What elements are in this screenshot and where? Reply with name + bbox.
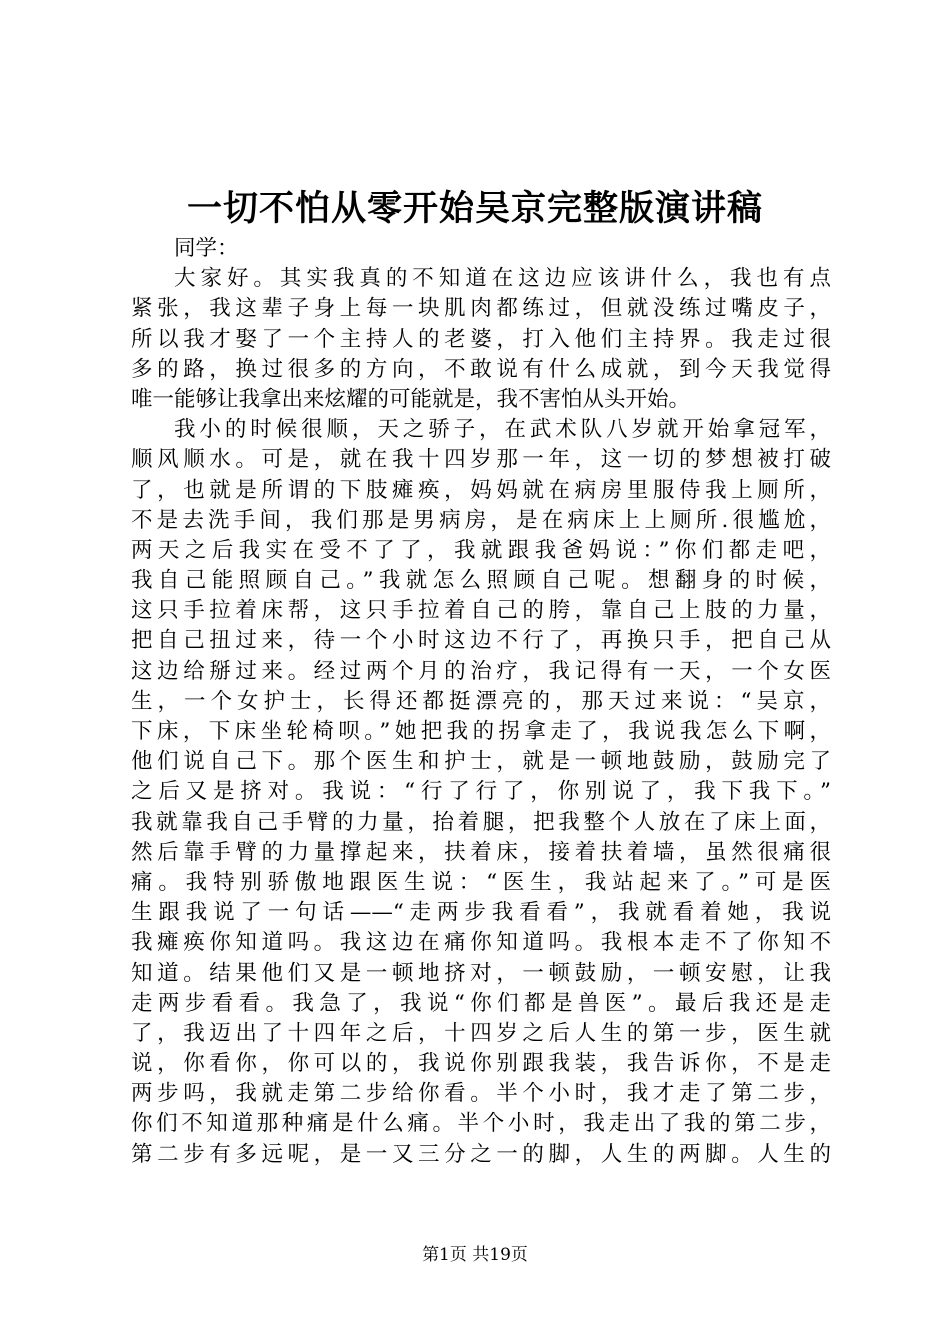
paragraph-line: 两天之后我实在受不了了，我就跟我爸妈说：”你们都走吧， <box>131 537 831 563</box>
paragraph-line: 我就靠我自己手臂的力量，抬着腿，把我整个人放在了床上面， <box>131 809 831 835</box>
paragraph-line: 下床，下床坐轮椅呗。”她把我的拐拿走了，我说我怎么下啊， <box>131 719 831 744</box>
paragraph-line: 他们说自己下。那个医生和护士，就是一顿地鼓励，鼓励完了 <box>131 749 831 775</box>
paragraph-line: 说，你看你，你可以的，我说你别跟我装，我告诉你，不是走 <box>131 1051 831 1077</box>
paragraph-line: 大家好。其实我真的不知道在这边应该讲什么，我也有点 <box>174 266 831 292</box>
paragraph-line: 我小的时候很顺，天之骄子，在武术队八岁就开始拿冠军， <box>174 417 831 443</box>
paragraph-line: 这只手拉着床帮，这只手拉着自己的胯，靠自己上肢的力量， <box>131 598 831 624</box>
paragraph-line: 走两步看看。我急了，我说“你们都是兽医”。最后我还是走 <box>131 990 831 1016</box>
paragraph-line: 你们不知道那种痛是什么痛。半个小时，我走出了我的第二步， <box>131 1111 831 1137</box>
paragraph-line: 痛。我特别骄傲地跟医生说：“医生，我站起来了。”可是医 <box>131 869 831 895</box>
page-number-footer: 第1页 共19页 <box>422 1245 528 1265</box>
paragraph-line: 两步吗，我就走第二步给你看。半个小时，我才走了第二步， <box>131 1081 831 1107</box>
paragraph-line: 不是去洗手间，我们那是男病房，是在病床上上厕所.很尴尬， <box>131 507 831 533</box>
paragraph-line: 我自己能照顾自己。”我就怎么照顾自己呢。想翻身的时候， <box>131 568 831 594</box>
paragraph-line: 第二步有多远呢，是一又三分之一的脚，人生的两脚。人生的 <box>131 1141 831 1167</box>
paragraph-line: 生，一个女护士，长得还都挺漂亮的，那天过来说：“吴京， <box>131 688 831 714</box>
paragraph-line: 紧张，我这辈子身上每一块肌肉都练过，但就没练过嘴皮子， <box>131 296 831 322</box>
paragraph-line: 把自己扭过来，待一个小时这边不行了，再换只手，把自己从 <box>131 628 831 654</box>
paragraph-line: 知道。结果他们又是一顿地挤对，一顿鼓励，一顿安慰，让我 <box>131 960 831 986</box>
paragraph-line: 之后又是挤对。我说：“行了行了，你别说了，我下我下。” <box>131 779 831 805</box>
paragraph-line: 生跟我说了一句话——“走两步我看看”，我就看着她，我说 <box>131 900 831 926</box>
paragraph-line: 这边给掰过来。经过两个月的治疗，我记得有一天，一个女医 <box>131 658 831 684</box>
paragraph-line: 然后靠手臂的力量撑起来，扶着床，接着扶着墙，虽然很痛很 <box>131 839 831 865</box>
paragraph-line: 顺风顺水。可是，就在我十四岁那一年，这一切的梦想被打破 <box>131 447 831 473</box>
document-body <box>131 234 831 1170</box>
paragraph-line: 多的路，换过很多的方向，不敢说有什么成就，到今天我觉得 <box>131 356 831 382</box>
paragraph-line: 唯一能够让我拿出来炫耀的可能就是，我不害怕从头开始。 <box>131 386 691 412</box>
paragraph-line: 了，也就是所谓的下肢瘫痪，妈妈就在病房里服侍我上厕所， <box>131 477 831 503</box>
paragraph-line: 了，我迈出了十四年之后，十四岁之后人生的第一步，医生就 <box>131 1020 831 1046</box>
paragraph-line: 所以我才娶了一个主持人的老婆，打入他们主持界。我走过很 <box>131 326 831 352</box>
document-title: 一切不怕从零开始吴京完整版演讲稿 <box>186 188 763 229</box>
salutation-line: 同学： <box>174 236 239 261</box>
paragraph-line: 我瘫痪你知道吗。我这边在痛你知道吗。我根本走不了你知不 <box>131 930 831 956</box>
